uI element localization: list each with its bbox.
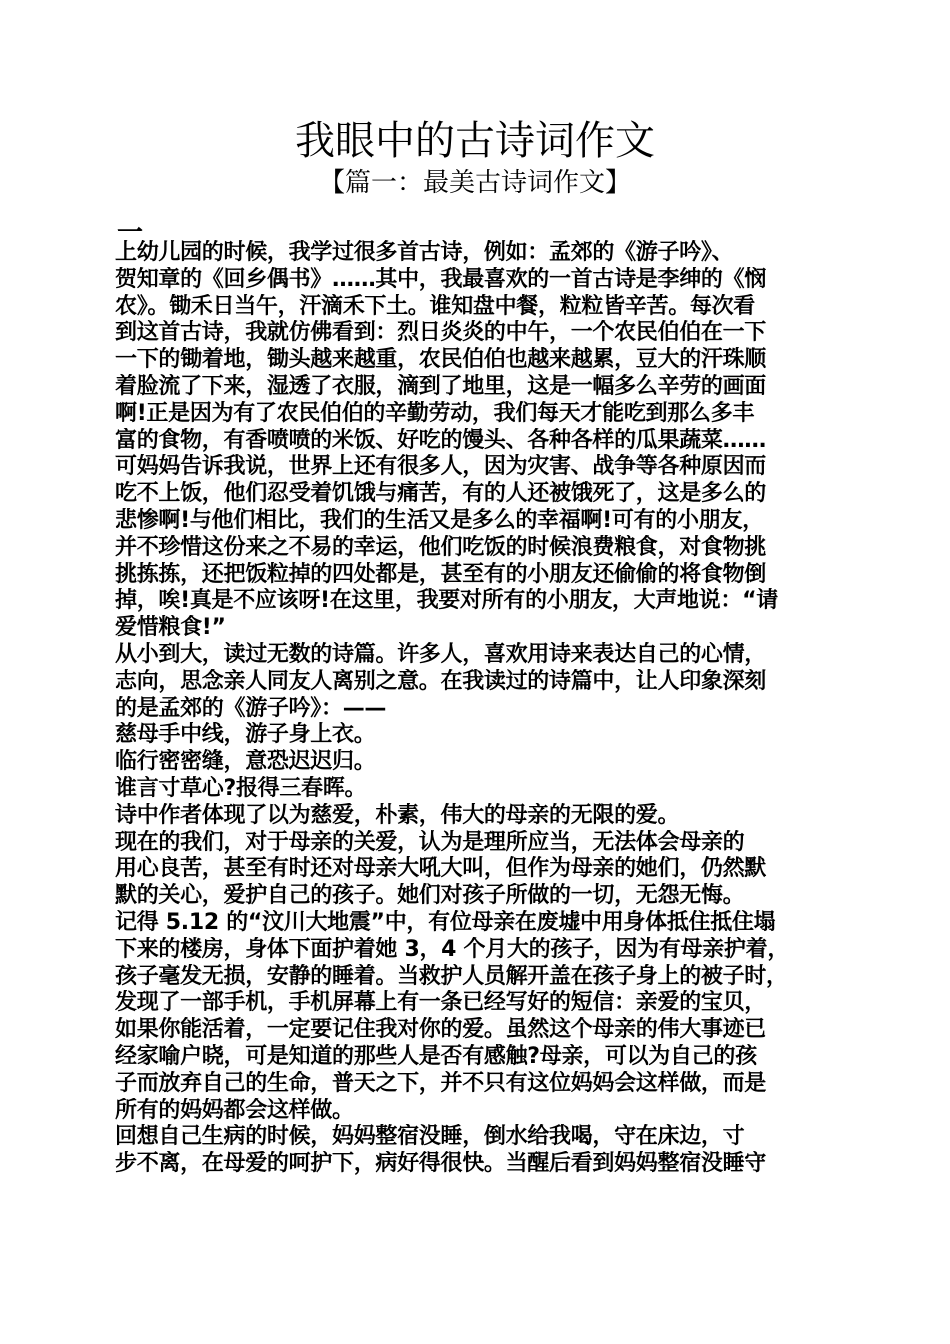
essay-line: 步不离，在母爱的呵护下，病好得很快。当醒后看到妈妈整宿没睡守	[115, 1151, 767, 1177]
essay-line: 并不珍惜这份来之不易的幸运，他们吃饭的时候浪费粮食，对食物挑	[115, 534, 767, 560]
essay-line: 子而放弃自己的生命，普天之下，并不只有这位妈妈会这样做，而是	[115, 1070, 767, 1096]
essay-line: 爱惜粮食!”	[115, 615, 226, 641]
essay-line: 悲惨啊!与他们相比，我们的生活又是多么的幸福啊!可有的小朋友，	[115, 507, 764, 533]
essay-line: 临行密密缝，意恐迟迟归。	[115, 749, 376, 775]
essay-line: 着脸流了下来，湿透了衣服，滴到了地里，这是一幅多么辛劳的画面	[115, 373, 767, 399]
essay-line: 掉，唉!真是不应该呀!在这里，我要对所有的小朋友，大声地说：“请	[115, 588, 778, 614]
document-title: 我眼中的古诗词作文	[295, 118, 655, 164]
essay-line: 诗中作者体现了以为慈爱，朴素，伟大的母亲的无限的爱。	[115, 802, 680, 828]
essay-line: 发现了一部手机，手机屏幕上有一条已经写好的短信：亲爱的宝贝，	[115, 990, 767, 1016]
essay-line: 现在的我们，对于母亲的关爱，认为是理所应当，无法体会母亲的	[115, 829, 745, 855]
essay-line: 挑拣拣，还把饭粒掉的四处都是，甚至有的小朋友还偷偷的将食物倒	[115, 561, 767, 587]
essay-line: 用心良苦，甚至有时还对母亲大吼大叫，但作为母亲的她们，仍然默	[115, 856, 767, 882]
essay-line: 的是孟郊的《游子吟》：——	[115, 695, 387, 721]
essay-line: 下来的楼房，身体下面护着她 3，4 个月大的孩子，因为有母亲护着，	[115, 936, 790, 962]
essay-line: 志向，思念亲人同友人离别之意。在我读过的诗篇中，让人印象深刻	[115, 668, 767, 694]
essay-line: 默的关心，爱护自己的孩子。她们对孩子所做的一切，无怨无悔。	[115, 883, 745, 909]
essay-line: 可妈妈告诉我说，世界上还有很多人，因为灾害、战争等各种原因而	[115, 454, 767, 480]
essay-line: 回想自己生病的时候，妈妈整宿没睡，倒水给我喝，守在床边，寸	[115, 1124, 745, 1150]
essay-line: 一下的锄着地，锄头越来越重，农民伯伯也越来越累，豆大的汗珠顺	[115, 347, 767, 373]
essay-line: 从小到大，读过无数的诗篇。许多人，喜欢用诗来表达自己的心情，	[115, 641, 767, 667]
essay-line: 富的食物，有香喷喷的米饭、好吃的馒头、各种各样的瓜果蔬菜……	[115, 427, 767, 453]
essay-line: 孩子毫发无损，安静的睡着。当救护人员解开盖在孩子身上的被子时，	[115, 963, 788, 989]
essay-line: 吃不上饭，他们忍受着饥饿与痛苦，有的人还被饿死了，这是多么的	[115, 481, 767, 507]
section-mark: 一	[117, 218, 144, 248]
essay-line: 经家喻户晓，可是知道的那些人是否有感触?母亲，可以为自己的孩	[115, 1043, 757, 1069]
essay-line: 上幼儿园的时候，我学过很多首古诗，例如：孟郊的《游子吟》、	[115, 240, 734, 265]
essay-line: 谁言寸草心?报得三春晖。	[115, 775, 367, 801]
document-subtitle: 【篇一：最美古诗词作文】	[318, 168, 631, 198]
essay-line: 如果你能活着，一定要记住我对你的爱。虽然这个母亲的伟大事迹已	[115, 1017, 767, 1043]
essay-line: 所有的妈妈都会这样做。	[115, 1097, 354, 1123]
essay-body	[115, 240, 837, 1290]
essay-line: 贺知章的《回乡偶书》……其中，我最喜欢的一首古诗是李绅的《悯	[115, 266, 767, 292]
essay-line: 慈母手中线，游子身上衣。	[115, 722, 376, 748]
essay-line: 啊!正是因为有了农民伯伯的辛勤劳动，我们每天才能吃到那么多丰	[115, 400, 755, 426]
essay-line: 农》。锄禾日当午，汗滴禾下土。谁知盘中餐，粒粒皆辛苦。每次看	[115, 293, 756, 319]
essay-line: 记得 5.12 的“汶川大地震”中，有位母亲在废墟中用身体抵住抵住塌	[115, 909, 776, 935]
essay-line: 到这首古诗，我就仿佛看到：烈日炎炎的中午，一个农民伯伯在一下	[115, 320, 767, 346]
